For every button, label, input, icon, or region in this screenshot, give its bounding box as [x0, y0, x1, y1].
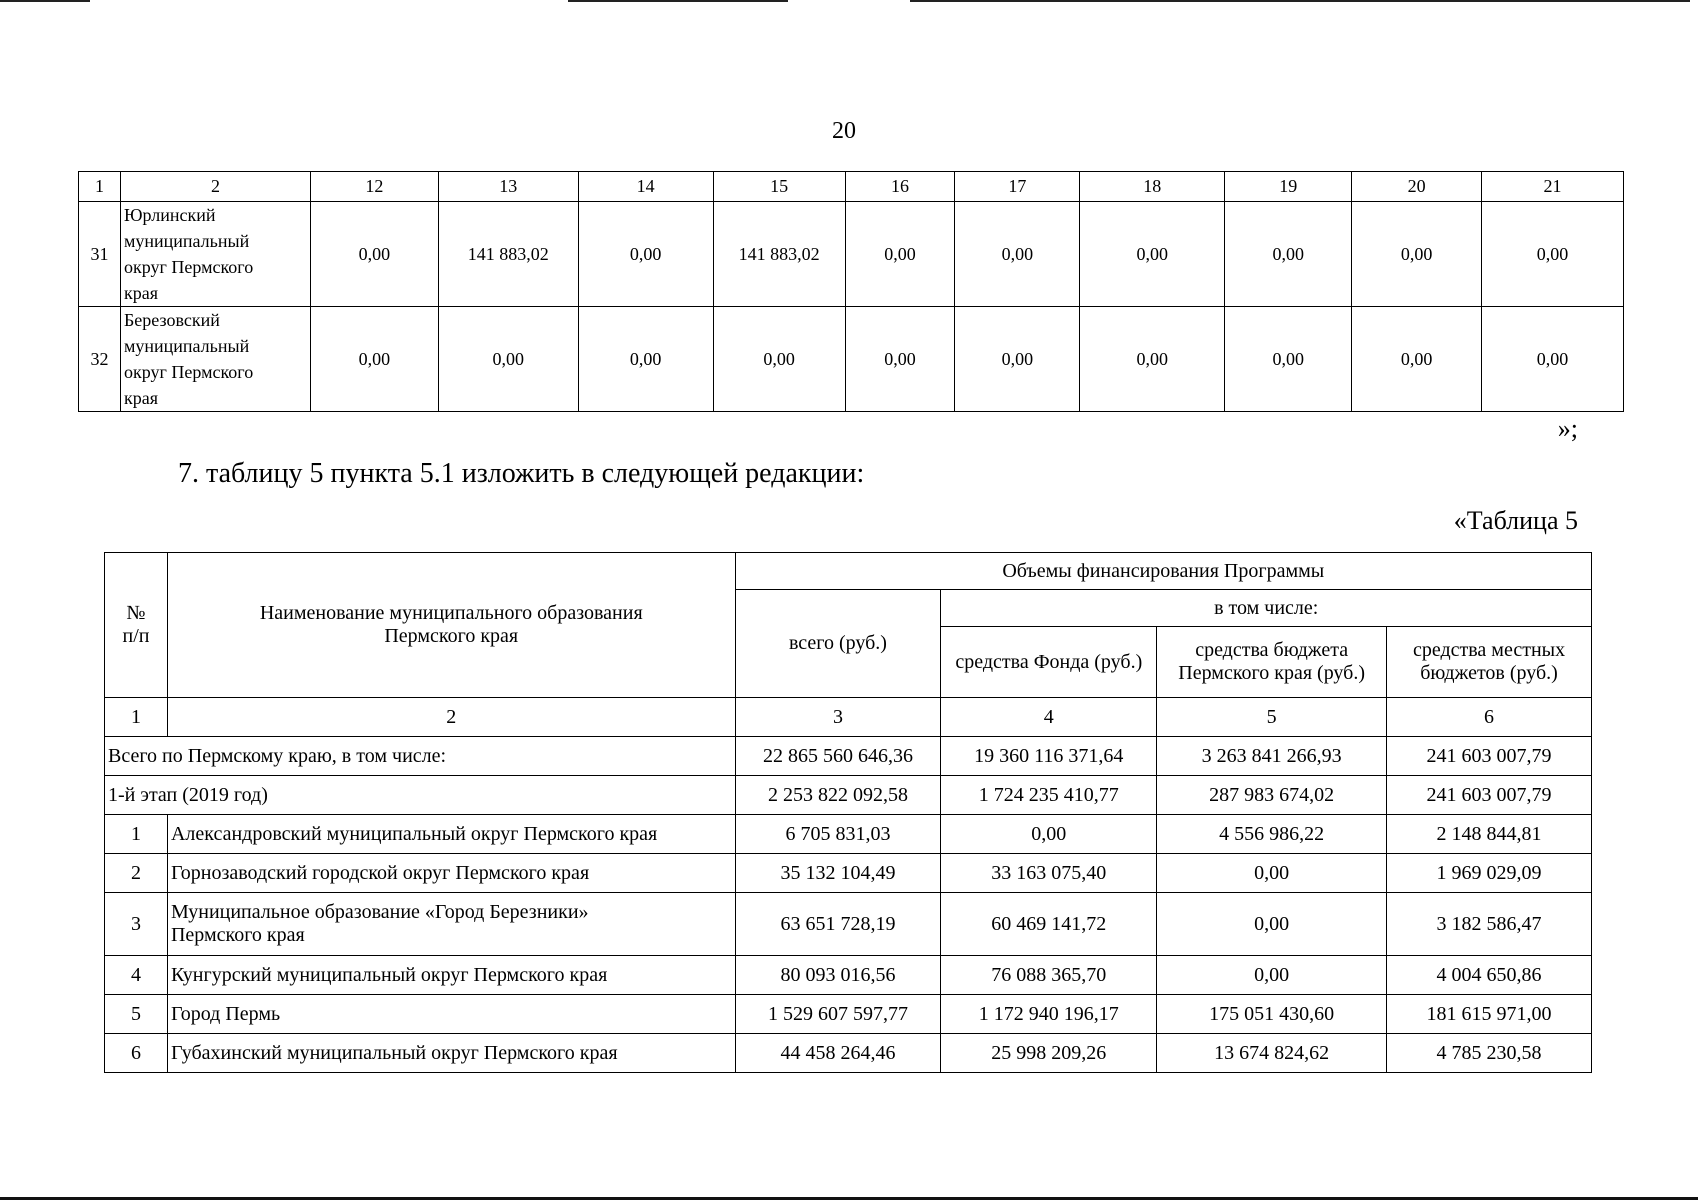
value-cell: 63 651 728,19: [735, 893, 941, 956]
main-table: [104, 552, 1592, 1073]
value-cell: 0,00: [438, 307, 578, 412]
value-cell: 1 724 235 410,77: [941, 776, 1157, 815]
col-total-header: всего (руб.): [735, 590, 941, 698]
row-name: [120, 307, 310, 412]
value-cell: 0,00: [1157, 893, 1387, 956]
value-cell: 0,00: [845, 202, 955, 307]
row-name-line: Пермского края: [170, 924, 305, 946]
value-cell: 181 615 971,00: [1387, 995, 1592, 1034]
column-number-cell: 1: [105, 698, 168, 737]
value-cell: 80 093 016,56: [735, 956, 941, 995]
table-row: [105, 893, 1592, 956]
value-cell: 3 182 586,47: [1387, 893, 1592, 956]
summary-row: [105, 776, 1592, 815]
table-row: [79, 202, 1624, 307]
value-cell: 44 458 264,46: [735, 1034, 941, 1073]
row-name-line: края: [123, 283, 158, 303]
col-name-header: Наименование муниципального образования Пермского края: [167, 553, 735, 698]
instruction-text: 7. таблицу 5 пункта 5.1 изложить в следующей редакции:: [178, 458, 865, 489]
row-number: 6: [105, 1034, 168, 1073]
value-cell: 22 865 560 646,36: [735, 737, 941, 776]
value-cell: 35 132 104,49: [735, 854, 941, 893]
column-number-cell: 4: [941, 698, 1157, 737]
top-table-header-row: [79, 172, 1624, 202]
table-label: «Таблица 5: [1453, 506, 1578, 535]
row-number: 2: [105, 854, 168, 893]
top-header-cell: 12: [310, 172, 438, 202]
column-number-cell: 2: [167, 698, 735, 737]
summary-label: 1-й этап (2019 год): [105, 776, 736, 815]
row-name: [167, 1034, 735, 1073]
row-number: 32: [79, 307, 121, 412]
summary-label: Всего по Пермскому краю, в том числе:: [105, 737, 736, 776]
top-header-cell: 17: [955, 172, 1080, 202]
value-cell: 0,00: [845, 307, 955, 412]
value-cell: 13 674 824,62: [1157, 1034, 1387, 1073]
top-header-cell: 14: [578, 172, 713, 202]
value-cell: 4 556 986,22: [1157, 815, 1387, 854]
row-name: [120, 202, 310, 307]
column-number-cell: 3: [735, 698, 941, 737]
value-cell: 4 785 230,58: [1387, 1034, 1592, 1073]
table-row: [105, 1034, 1592, 1073]
scan-edge-top-right: [910, 0, 1690, 2]
top-header-cell: 1: [79, 172, 121, 202]
row-name: [167, 854, 735, 893]
funding-title: Объемы финансирования Программы: [735, 553, 1591, 590]
top-table: [78, 171, 1624, 412]
value-cell: 0,00: [578, 307, 713, 412]
page-number: 20: [832, 118, 856, 144]
row-name-line: Александровский муниципальный округ Пермского края: [170, 822, 658, 845]
scan-edge-top-middle: [568, 0, 788, 2]
col-local-header: средства местных бюджетов (руб.): [1387, 627, 1592, 698]
closing-quote: »;: [1557, 414, 1578, 443]
value-cell: 0,00: [1352, 202, 1482, 307]
value-cell: 60 469 141,72: [941, 893, 1157, 956]
row-name-line: Муниципальное образование «Город Березники»: [170, 901, 589, 923]
value-cell: 33 163 075,40: [941, 854, 1157, 893]
row-name-line: Юрлинский: [123, 205, 216, 225]
value-cell: 0,00: [1482, 202, 1624, 307]
top-header-cell: 21: [1482, 172, 1624, 202]
top-header-cell: 13: [438, 172, 578, 202]
value-cell: 0,00: [1225, 307, 1352, 412]
table-row: [105, 854, 1592, 893]
column-number-cell: 5: [1157, 698, 1387, 737]
value-cell: 287 983 674,02: [1157, 776, 1387, 815]
value-cell: 141 883,02: [438, 202, 578, 307]
row-name-line: Горнозаводский городской округ Пермского края: [170, 861, 590, 884]
table-row: [105, 995, 1592, 1034]
value-cell: 0,00: [713, 307, 845, 412]
top-header-cell: 15: [713, 172, 845, 202]
value-cell: 0,00: [1080, 307, 1225, 412]
top-header-cell: 20: [1352, 172, 1482, 202]
row-name-line: округ Пермского: [123, 257, 254, 277]
row-name-line: Губахинский муниципальный округ Пермского края: [170, 1041, 618, 1064]
col-fund-header: средства Фонда (руб.): [941, 627, 1157, 698]
including-header: в том числе:: [941, 590, 1592, 627]
row-name-line: края: [123, 388, 158, 408]
top-header-cell: 16: [845, 172, 955, 202]
value-cell: 4 004 650,86: [1387, 956, 1592, 995]
row-number: 3: [105, 893, 168, 956]
value-cell: 1 529 607 597,77: [735, 995, 941, 1034]
value-cell: 0,00: [941, 815, 1157, 854]
value-cell: 0,00: [310, 307, 438, 412]
value-cell: 0,00: [1157, 956, 1387, 995]
value-cell: 25 998 209,26: [941, 1034, 1157, 1073]
row-name-line: муниципальный: [123, 336, 250, 356]
row-number: 31: [79, 202, 121, 307]
row-name-line: Березовский: [123, 310, 220, 330]
value-cell: 241 603 007,79: [1387, 737, 1592, 776]
value-cell: 0,00: [955, 202, 1080, 307]
row-name: [167, 893, 735, 956]
value-cell: 0,00: [578, 202, 713, 307]
value-cell: 1 172 940 196,17: [941, 995, 1157, 1034]
value-cell: 3 263 841 266,93: [1157, 737, 1387, 776]
summary-row: [105, 737, 1592, 776]
top-header-cell: 2: [120, 172, 310, 202]
row-name-line: Кунгурский муниципальный округ Пермского края: [170, 963, 608, 986]
row-name-line: муниципальный: [123, 231, 250, 251]
row-name: [167, 956, 735, 995]
row-number: 4: [105, 956, 168, 995]
column-numbering-row: [105, 698, 1592, 737]
row-name-line: Город Пермь: [170, 1002, 281, 1025]
row-number: 1: [105, 815, 168, 854]
top-header-cell: 18: [1080, 172, 1225, 202]
row-name: [167, 995, 735, 1034]
value-cell: 1 969 029,09: [1387, 854, 1592, 893]
value-cell: 241 603 007,79: [1387, 776, 1592, 815]
col-region-header: средства бюджета Пермского края (руб.): [1157, 627, 1387, 698]
row-name-line: округ Пермского: [123, 362, 254, 382]
table-row: [105, 956, 1592, 995]
value-cell: 0,00: [955, 307, 1080, 412]
value-cell: 0,00: [1157, 854, 1387, 893]
table-row: [79, 307, 1624, 412]
value-cell: 2 253 822 092,58: [735, 776, 941, 815]
table-row: [105, 815, 1592, 854]
top-header-cell: 19: [1225, 172, 1352, 202]
value-cell: 6 705 831,03: [735, 815, 941, 854]
value-cell: 141 883,02: [713, 202, 845, 307]
row-number: 5: [105, 995, 168, 1034]
row-name: [167, 815, 735, 854]
value-cell: 76 088 365,70: [941, 956, 1157, 995]
value-cell: 2 148 844,81: [1387, 815, 1592, 854]
scan-edge-top-left: [0, 0, 90, 2]
column-number-cell: 6: [1387, 698, 1592, 737]
value-cell: 0,00: [1482, 307, 1624, 412]
value-cell: 0,00: [310, 202, 438, 307]
value-cell: 0,00: [1225, 202, 1352, 307]
value-cell: 0,00: [1080, 202, 1225, 307]
value-cell: 0,00: [1352, 307, 1482, 412]
value-cell: 175 051 430,60: [1157, 995, 1387, 1034]
col-num-header: № п/п: [105, 553, 168, 698]
value-cell: 19 360 116 371,64: [941, 737, 1157, 776]
